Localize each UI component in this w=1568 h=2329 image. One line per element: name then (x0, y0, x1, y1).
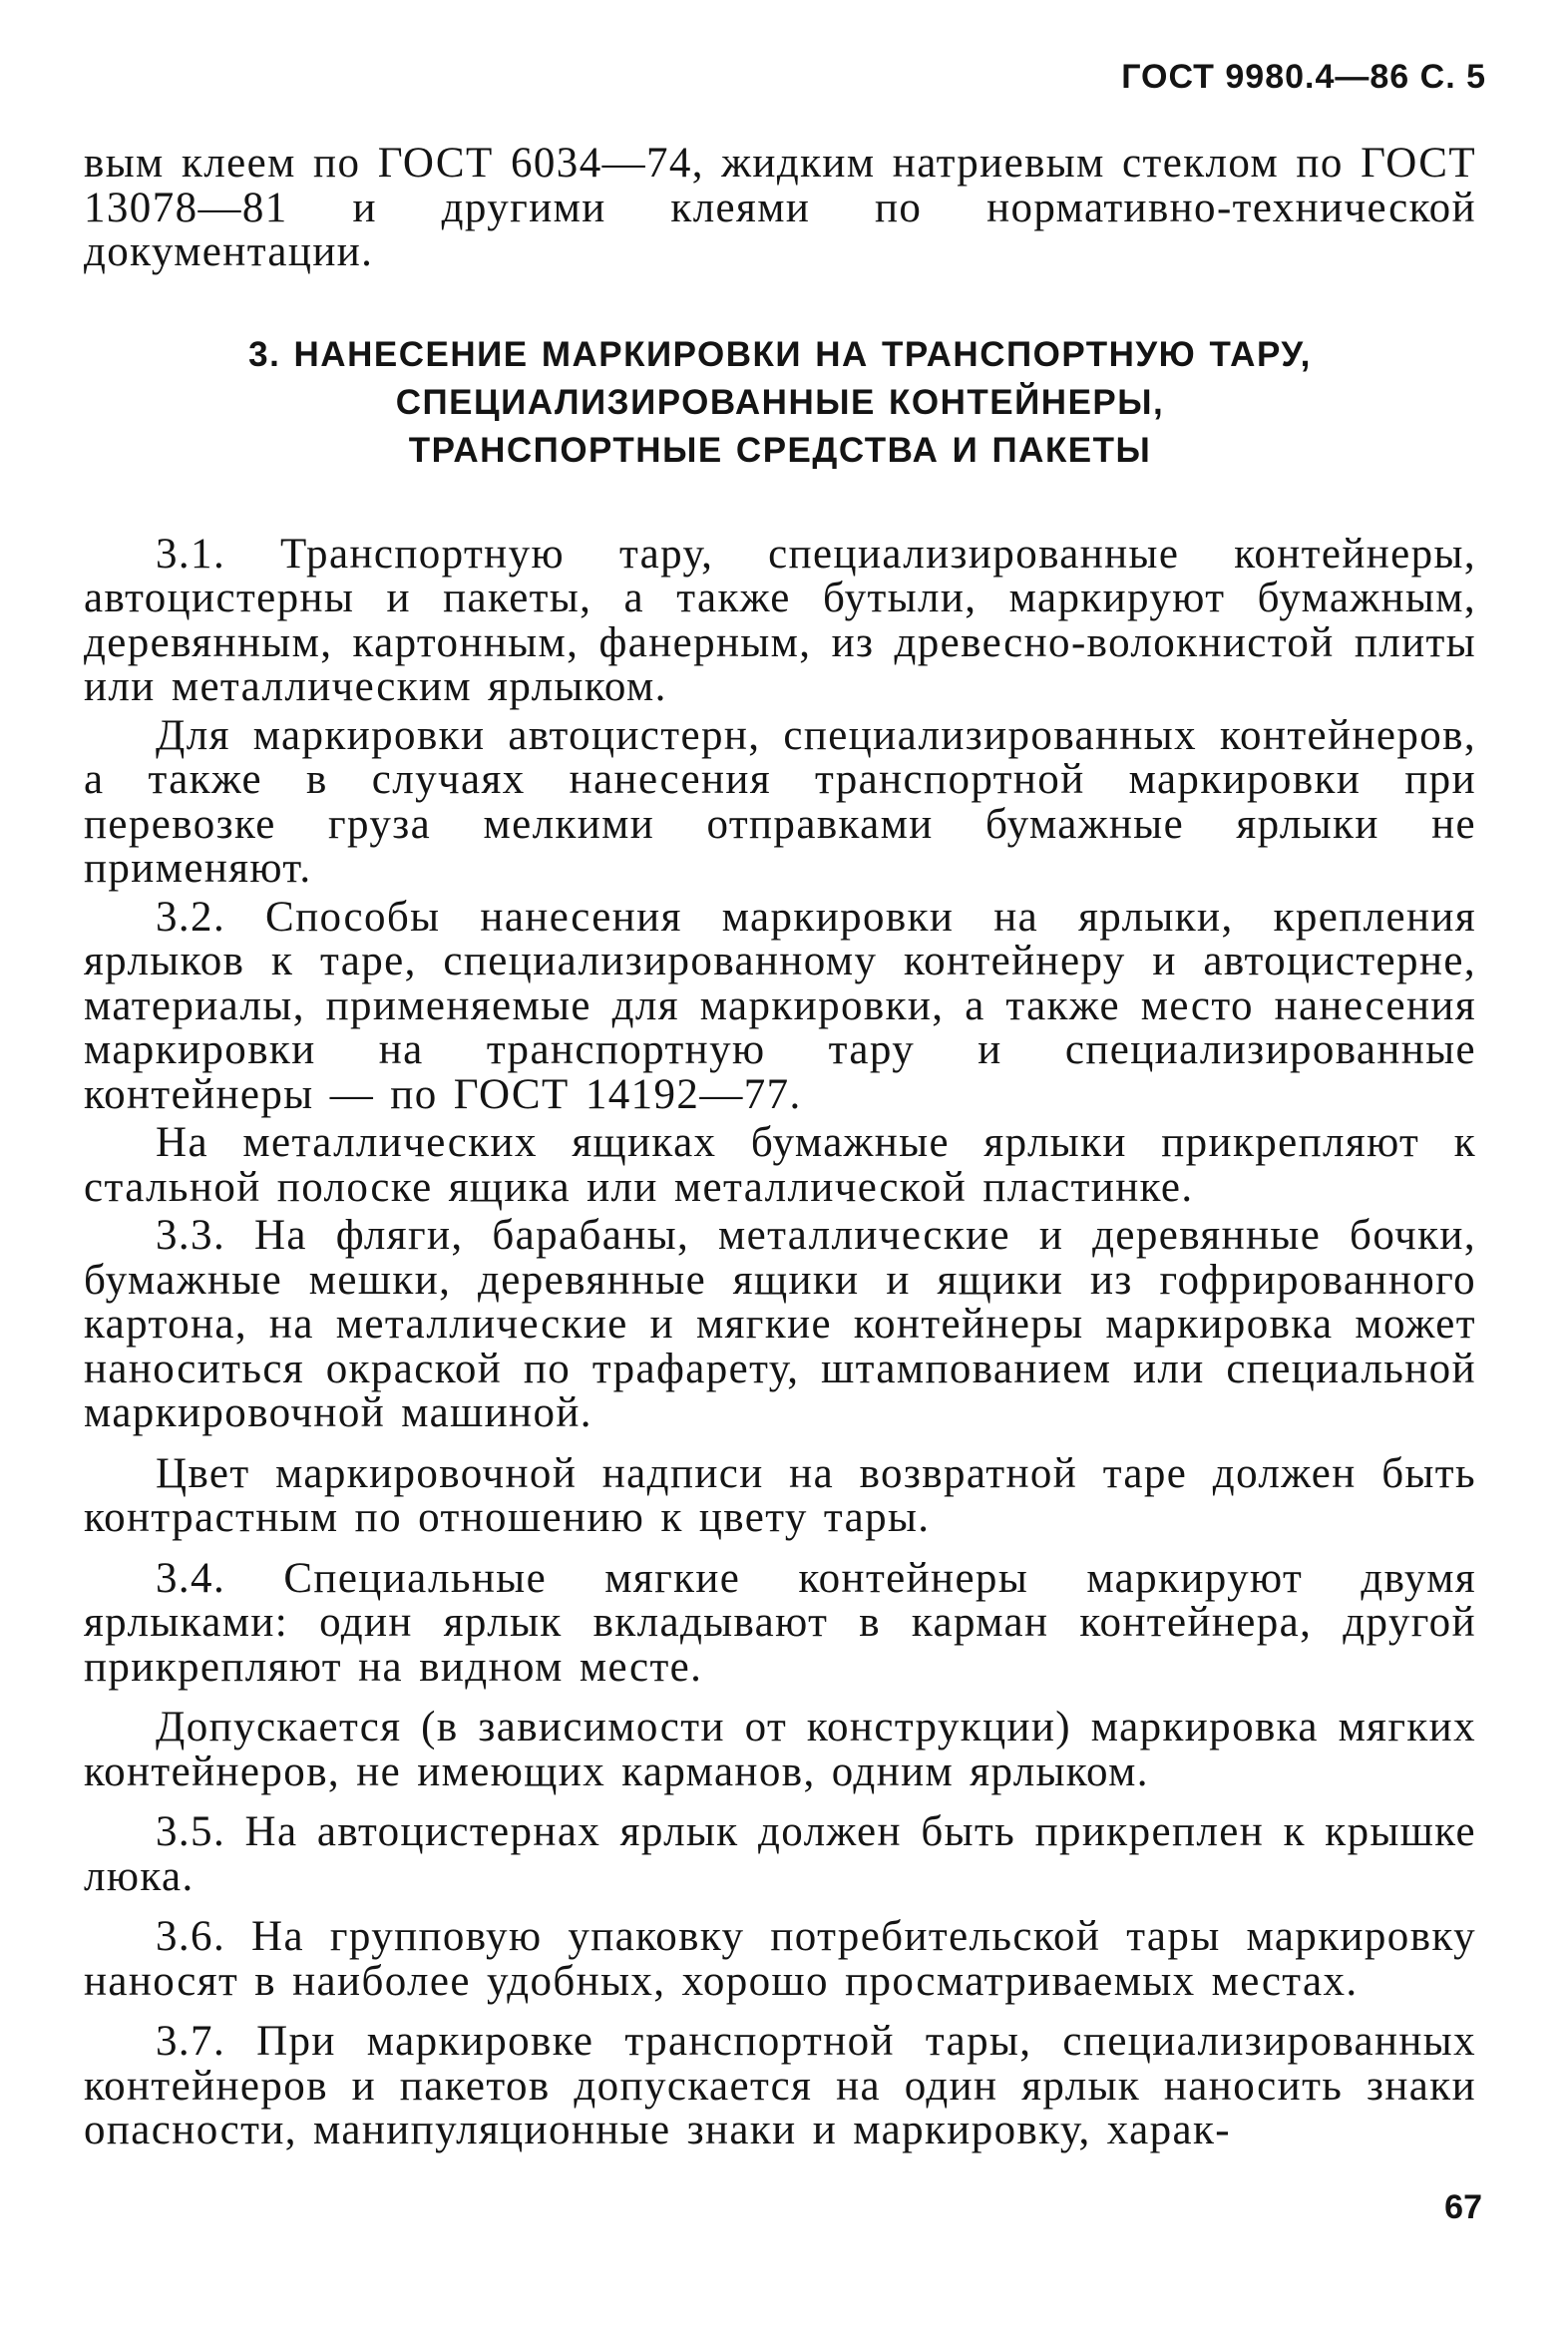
paragraph-3-5: 3.5. На автоцистернах ярлык должен быть прикреплен к крышке люка. (84, 1808, 1476, 1900)
section-title (84, 331, 1476, 475)
section-title-line-2: СПЕЦИАЛИЗИРОВАННЫЕ КОНТЕЙНЕРЫ, (395, 382, 1165, 422)
section-title-line-3: ТРАНСПОРТНЫЕ СРЕДСТВА И ПАКЕТЫ (408, 430, 1152, 470)
page-number: 67 (1444, 2188, 1482, 2226)
paragraph-3-7: 3.7. При маркировке транспортной тары, специализированных контейнеров и пакетов допускается на один ярлык наносить знаки опасности, манипуляционные знаки и маркировку, харак- (84, 2018, 1476, 2153)
paragraph-3-1: 3.1. Транспортную тару, специализированные контейнеры, автоцистерны и пакеты, а также бутыли, маркируют бумажным, деревянным, картонным, фанерным, из древесно-волокнистой плиты или металлическим ярлыком. (84, 530, 1476, 710)
section-title-line-1: 3. НАНЕСЕНИЕ МАРКИРОВКИ НА ТРАНСПОРТНУЮ ТАРУ, (248, 334, 1312, 374)
paragraph-3-3: 3.3. На фляги, барабаны, металлические и деревянные бочки, бумажные мешки, деревянные ящики и ящики из гофрированного картона, на металлические и мягкие контейнеры маркировка может наноситься окраской по трафарету, штампованием или специальной маркировочной машиной. (84, 1212, 1476, 1436)
document-body (84, 142, 1476, 2153)
paragraph-3-2: 3.2. Способы нанесения маркировки на ярлыки, крепления ярлыков к таре, специализированному контейнеру и автоцистерне, материалы, применяемые для маркировки, а также место нанесения маркировки на транспортную тару и специализированные контейнеры — по ГОСТ 14192—77. (84, 893, 1476, 1118)
page-header: ГОСТ 9980.4—86 С. 5 (1121, 58, 1486, 96)
paragraph-3-4-note: Допускается (в зависимости от конструкции) маркировка мягких контейнеров, не имеющих карманов, одним ярлыком. (84, 1704, 1476, 1795)
paragraph-3-2-note: На металлических ящиках бумажные ярлыки прикрепляют к стальной полоске ящика или металлической пластинке. (84, 1119, 1476, 1211)
intro-paragraph: вым клеем по ГОСТ 6034—74, жидким натриевым стеклом по ГОСТ 13078—81 и другими клеями по нормативно-технической документации. (84, 140, 1476, 275)
paragraph-3-3-note: Цвет маркировочной надписи на возвратной таре должен быть контрастным по отношению к цвету тары. (84, 1449, 1476, 1541)
paragraph-3-6: 3.6. На групповую упаковку потребительской тары маркировку наносят в наиболее удобных, хорошо просматриваемых местах. (84, 1913, 1476, 2005)
paragraph-3-1-note: Для маркировки автоцистерн, специализированных контейнеров, а также в случаях нанесения транспортной маркировки при перевозке груза мелкими отправками бумажные ярлыки не применяют. (84, 711, 1476, 892)
paragraph-3-4: 3.4. Специальные мягкие контейнеры маркируют двумя ярлыками: один ярлык вкладывают в карман контейнера, другой прикрепляют на видном месте. (84, 1554, 1476, 1691)
